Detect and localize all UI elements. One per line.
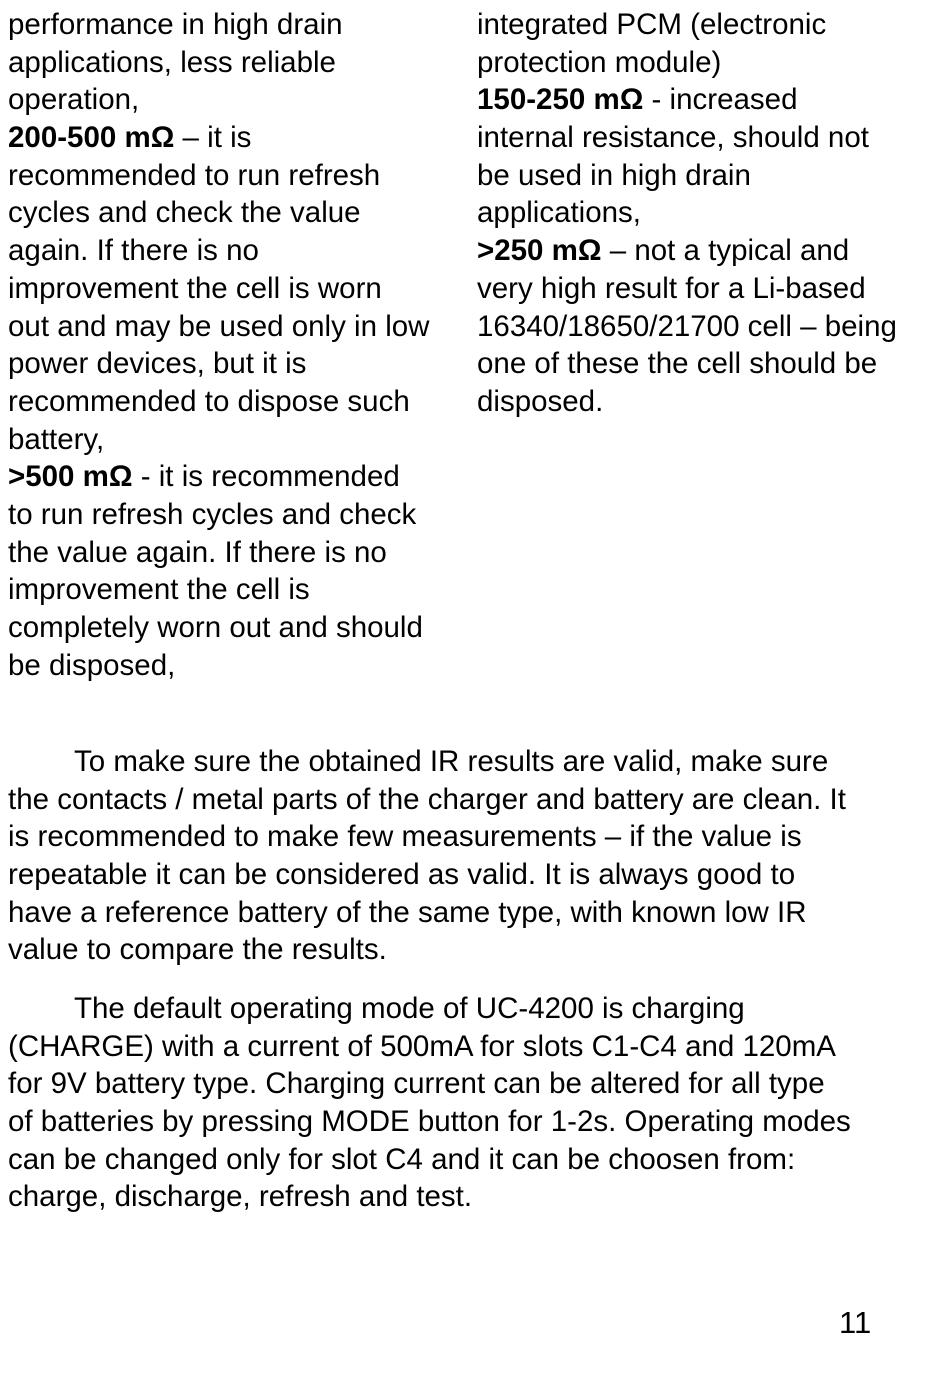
text-line: one of these the cell should be	[477, 347, 878, 381]
text-line: cycles and check the value	[8, 196, 361, 230]
right-column	[477, 6, 947, 421]
text-line: performance in high drain	[8, 8, 343, 41]
text-line: improvement the cell is worn	[8, 271, 382, 305]
text-line: very high result for a Li-based	[477, 271, 866, 305]
page-number: 11	[839, 1305, 872, 1340]
text-line: out and may be used only in low	[8, 309, 430, 343]
text-line: integrated PCM (electronic	[477, 8, 827, 41]
resistance-item-150-250	[477, 81, 947, 119]
text-line: disposed.	[477, 384, 604, 418]
text-line: have a reference battery of the same type, with known low IR	[8, 895, 807, 929]
text-line: battery,	[8, 422, 105, 456]
left-column	[8, 6, 470, 684]
text-line: protection module)	[477, 45, 722, 79]
text-line: – it is	[174, 121, 252, 155]
text-line: – not a typical and	[601, 234, 850, 268]
resistance-range-label: >250 mΩ	[477, 234, 602, 268]
text-line: internal resistance, should not	[477, 121, 869, 155]
text-line: The default operating mode of UC-4200 is charging	[74, 992, 745, 1025]
text-line: applications, less reliable	[8, 45, 336, 79]
text-line: is recommended to make few measurements – if the value is	[8, 820, 802, 854]
text-line: charge, discharge, refresh and test.	[8, 1180, 473, 1214]
text-line: improvement the cell is	[8, 573, 310, 607]
text-line: repeatable it can be considered as valid. It is always good to	[8, 858, 796, 892]
text-line: - increased	[643, 83, 798, 117]
resistance-range-label: 200-500 mΩ	[8, 121, 175, 155]
resistance-item-200-500	[8, 119, 470, 157]
resistance-range-label: 150-250 mΩ	[477, 83, 644, 117]
resistance-item-500	[8, 458, 470, 496]
text-line: value to compare the results.	[8, 933, 387, 967]
text-line: for 9V battery type. Charging current can be altered for all type	[8, 1067, 825, 1101]
text-line: operation,	[8, 83, 140, 117]
text-line: applications,	[477, 196, 641, 230]
ir-validity-paragraph	[8, 743, 948, 969]
resistance-range-label: >500 mΩ	[8, 460, 133, 494]
text-line: again. If there is no	[8, 234, 259, 268]
text-line: 16340/18650/21700 cell – being	[477, 309, 897, 343]
text-line: (CHARGE) with a current of 500mA for slots C1-C4 and 120mA	[8, 1029, 836, 1063]
text-line: power devices, but it is	[8, 347, 307, 381]
text-line: the contacts / metal parts of the charger and battery are clean. It	[8, 782, 846, 816]
resistance-item-250	[477, 232, 947, 270]
text-line: completely worn out and should	[8, 611, 423, 644]
text-line: can be changed only for slot C4 and it can be choosen from:	[8, 1142, 796, 1176]
text-line: to run refresh cycles and check	[8, 497, 417, 531]
text-line: - it is recommended	[132, 460, 400, 494]
text-line: the value again. If there is no	[8, 535, 387, 569]
text-line: be used in high drain	[477, 158, 751, 192]
text-line: To make sure the obtained IR results are valid, make sure	[74, 745, 829, 778]
text-line: recommended to run refresh	[8, 158, 381, 192]
text-line: be disposed,	[8, 648, 176, 682]
operating-mode-paragraph	[8, 990, 948, 1216]
text-line: recommended to dispose such	[8, 384, 410, 418]
text-line: of batteries by pressing MODE button for 1-2s. Operating modes	[8, 1105, 851, 1139]
